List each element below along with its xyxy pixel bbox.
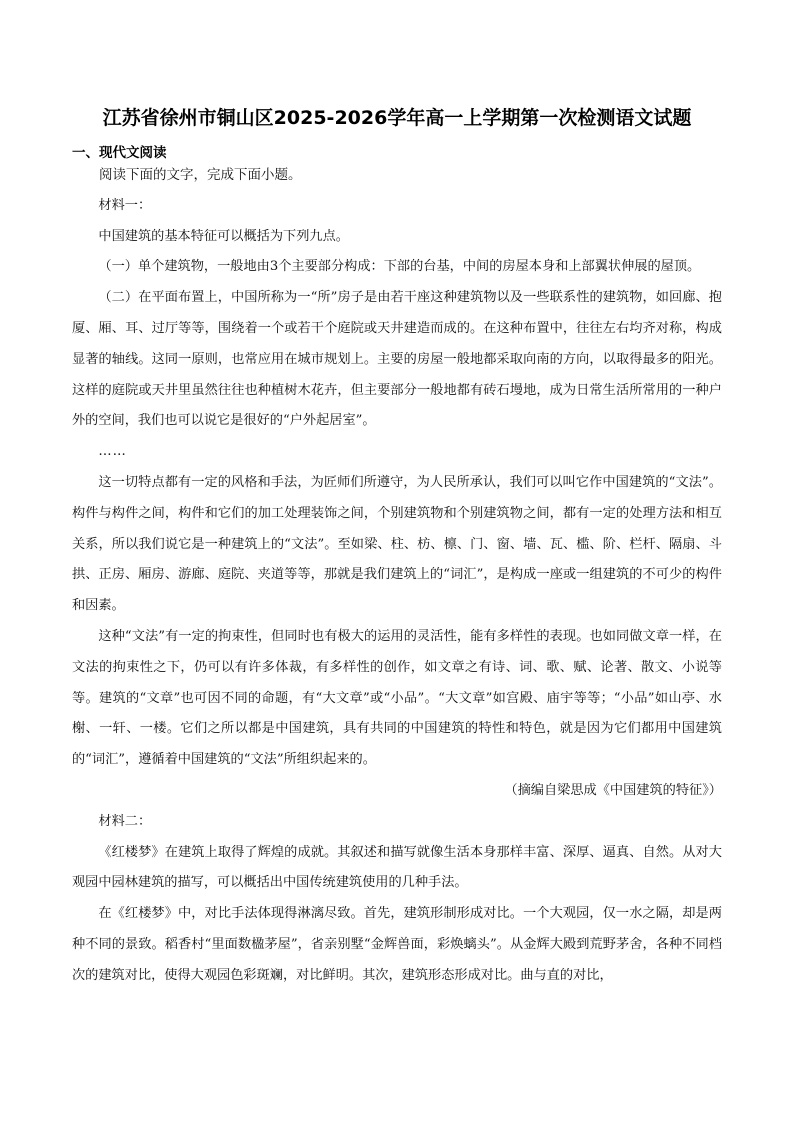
- body-paragraph: 这种“文法”有一定的拘束性，但同时也有极大的运用的灵活性，能有多样性的表现。也如同做文章一样，在文法的拘束性之下，仍可以有许多体裁，有多样性的创作，如文章之有诗、词、歌、赋、论著、散文、小说等等。建筑的“文章”也可因不同的命题，有“大文章”或“小品”。“大文章”如宫殿、庙宇等等；“小品”如山亭、水榭、一轩、一楼。它们之所以都是中国建筑，具有共同的中国建筑的特性和特色，就是因为它们都用中国建筑的“词汇”，遵循着中国建筑的“文法”所组织起来的。: [72, 628, 722, 768]
- document-body: [72, 160, 722, 992]
- instruction-paragraph: 阅读下面的文字，完成下面小题。: [99, 167, 302, 183]
- section-heading: 一、现代文阅读: [72, 145, 167, 161]
- body-paragraph: 中国建筑的基本特征可以概括为下列九点。: [98, 228, 349, 244]
- body-paragraph: 这一切特点都有一定的风格和手法，为匠师们所遵守，为人民所承认，我们可以叫它作中国建筑的“文法”。构件与构件之间，构件和它们的加工处理装饰之间，个别建筑物和个别建筑物之间，都有一定的处理方法和相互关系，所以我们说它是一种建筑上的“文法”。至如梁、柱、枋、檩、门、窗、墙、瓦、槛、阶、栏杆、隔扇、斗拱、正房、厢房、游廊、庭院、夹道等等，那就是我们建筑上的“词汇”，是构成一座或一组建筑的不可少的构件和因素。: [72, 474, 722, 614]
- body-paragraph: 在《红楼梦》中，对比手法体现得淋漓尽致。首先，建筑形制形成对比。一个大观园，仅一水之隔，却是两种不同的景致。稻香村“里面数楹茅屋”，省亲别墅“金辉兽面，彩焕螭头”。从金辉大殿到荒野茅舍，各种不同档次的建筑对比，使得大观园色彩斑斓，对比鲜明。其次，建筑形态形成对比。曲与直的对比，: [72, 906, 722, 983]
- body-paragraph: （二）在平面布置上，中国所称为一“所”房子是由若干座这种建筑物以及一些联系性的建筑物，如回廊、抱厦、厢、耳、过厅等等，围绕着一个或若干个庭院或天井建造而成的。在这种布置中，往往左右均齐对称，构成显著的轴线。这同一原则，也常应用在城市规划上。主要的房屋一般地都采取向南的方向，以取得最多的阳光。这样的庭院或天井里虽然往往也种植树木花卉，但主要部分一般地都有砖石墁地，成为日常生活所常用的一种户外的空间，我们也可以说它是很好的“户外起居室”。: [72, 290, 722, 429]
- material-label: 材料二：: [98, 813, 152, 829]
- page-title: 江苏省徐州市铜山区2025-2026学年高一上学期第一次检测语文试题: [102, 107, 692, 129]
- body-paragraph: （一）单个建筑物，一般地由3个主要部分构成：下部的台基，中间的房屋本身和上部翼状伸展的屋顶。: [98, 259, 701, 275]
- material-label: 材料一：: [98, 197, 152, 213]
- ellipsis-line: ……: [98, 444, 127, 460]
- body-paragraph: 《红楼梦》在建筑上取得了辉煌的成就。其叙述和描写就像生活本身那样丰富、深厚、逼真、自然。从对大观园中园林建筑的描写，可以概括出中国传统建筑使用的几种手法。: [72, 844, 722, 891]
- source-citation: （摘编自梁思成《中国建筑的特征》）: [504, 782, 722, 798]
